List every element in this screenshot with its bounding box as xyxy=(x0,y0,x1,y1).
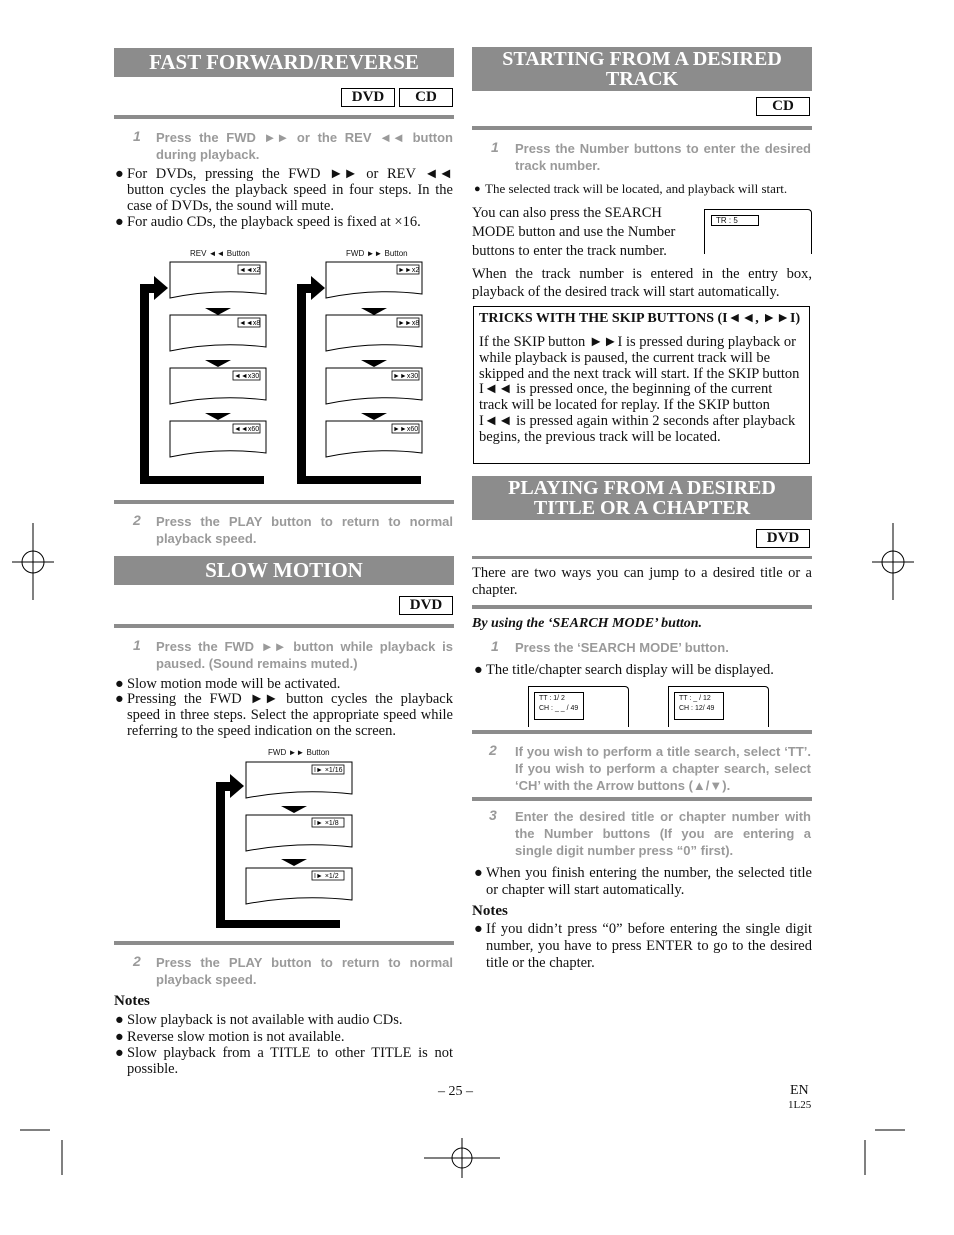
paragraph: You can also press the SEARCH MODE button and use the Number buttons to enter the track number. xyxy=(472,205,676,259)
subheading: By using the ‘SEARCH MODE’ button. xyxy=(472,616,703,631)
section-divider xyxy=(472,556,812,559)
step-number: 1 xyxy=(491,638,499,654)
section-divider xyxy=(114,500,454,504)
tricks-text: If the SKIP button ►►I is pressed during playback or while playback is paused, the current track will be skipped and the next track will start. If the SKIP button I◄◄ is pressed once, the beginning of the current track will be located for replay. If the SKIP button I◄◄ is pressed again within 2 seconds after playback begins, the previous track will be located. xyxy=(479,334,800,445)
step-instruction: Press the FWD ►► or the REV ◄◄ button during playback. xyxy=(156,130,453,162)
rev-speed-label: ◄◄x8 xyxy=(239,320,261,327)
slow-speed-label: I► ×1/16 xyxy=(314,767,343,774)
section-divider xyxy=(472,126,812,130)
note-item: ● Slow playback from a TITLE to other TITLE is not possible. xyxy=(115,1045,453,1077)
slow-speed-label: I► ×1/8 xyxy=(314,820,339,827)
note-item: ● If you didn’t press “0” before entering the single digit number, you have to press ENTER to go to the desired title or the chapter. xyxy=(474,921,812,971)
fwd-speed-label: ►►x8 xyxy=(398,320,420,327)
step-instruction: Press the Number buttons to enter the desired track number. xyxy=(515,141,811,173)
step-instruction: If you wish to perform a title search, select ‘TT’. If you wish to perform a chapter search, select ‘CH’ with the Arrow buttons (▲/▼). xyxy=(515,744,811,793)
fwd-speed-label: ►►x30 xyxy=(393,373,419,380)
rev-speed-label: ◄◄x60 xyxy=(234,426,260,433)
dvd-badge: DVD xyxy=(341,88,395,107)
desired-title-chapter-heading: PLAYING FROM A DESIRED TITLE OR A CHAPTER xyxy=(472,476,812,520)
notes-heading: Notes xyxy=(114,993,150,1009)
rev-speed-label: ◄◄x30 xyxy=(234,373,260,380)
step-number: 1 xyxy=(133,637,141,653)
step-instruction: Enter the desired title or chapter number with the Number buttons (If you are entering a single digit number press “0” first). xyxy=(515,809,811,858)
step-instruction: Press the PLAY button to return to normal playback speed. xyxy=(156,955,453,987)
bullet-item: ● For DVDs, pressing the FWD ►► or REV ◄◄ button cycles the playback speed in four steps. In the case of DVDs, the sound will mute. xyxy=(115,166,453,214)
tricks-box xyxy=(473,306,810,464)
section-divider xyxy=(114,115,454,119)
section-divider xyxy=(472,797,812,801)
fwd-speed-label: ►►x2 xyxy=(398,267,420,274)
step-instruction: Press the ‘SEARCH MODE’ button. xyxy=(515,640,729,655)
step-number: 1 xyxy=(491,139,499,155)
language-code: EN xyxy=(790,1083,809,1098)
step-instruction: Press the PLAY button to return to normal playback speed. xyxy=(156,514,453,546)
ff-speed-diagram xyxy=(138,258,438,490)
title-search-screen xyxy=(528,686,629,727)
note-item: ● Reverse slow motion is not available. xyxy=(115,1029,345,1045)
bullet-item: ● The selected track will be located, and playback will start. xyxy=(474,181,788,196)
chapter-field: CH : _ _ / 49 xyxy=(539,705,579,712)
tricks-heading: TRICKS WITH THE SKIP BUTTONS (I◄◄, ►►I) xyxy=(479,311,801,326)
step-number: 1 xyxy=(133,128,141,144)
cd-badge: CD xyxy=(756,97,810,116)
step-number: 2 xyxy=(133,953,141,969)
section-divider xyxy=(114,941,454,945)
step-instruction: Press the FWD ►► button while playback is paused. (Sound remains muted.) xyxy=(156,639,453,671)
bullet-item: ● Slow motion mode will be activated. xyxy=(115,676,341,692)
track-entry-box: TR : 5 xyxy=(711,215,759,226)
notes-heading: Notes xyxy=(472,903,508,919)
step-number: 2 xyxy=(133,512,141,528)
section-divider xyxy=(472,730,812,734)
slow-motion-heading: SLOW MOTION xyxy=(114,556,454,585)
fast-forward-reverse-heading: FAST FORWARD/REVERSE xyxy=(114,48,454,77)
title-field: TT : 1/ 2 xyxy=(539,695,565,702)
bullet-item: ● For audio CDs, the playback speed is fixed at ×16. xyxy=(115,214,421,230)
section-divider xyxy=(472,605,812,609)
chapter-search-screen xyxy=(668,686,769,727)
paragraph: There are two ways you can jump to a desired title or a chapter. xyxy=(472,565,812,598)
page-number: – 25 – xyxy=(438,1084,473,1099)
section-divider xyxy=(114,624,454,628)
fwd-button-label: FWD ►► Button xyxy=(346,249,408,258)
fwd-button-label: FWD ►► Button xyxy=(268,748,330,757)
rev-button-label: REV ◄◄ Button xyxy=(190,249,250,258)
dvd-badge: DVD xyxy=(756,529,810,548)
slow-speed-diagram xyxy=(214,760,364,932)
note-item: ● Slow playback is not available with audio CDs. xyxy=(115,1012,403,1028)
step-number: 2 xyxy=(489,742,497,758)
model-code: 1L25 xyxy=(788,1099,812,1111)
bullet-item: ● The title/chapter search display will be displayed. xyxy=(474,662,774,678)
bullet-item: ● When you finish entering the number, the selected title or chapter will start automatically. xyxy=(474,865,812,898)
bullet-item: ● Pressing the FWD ►► button cycles the playback speed in three steps. Select the appropriate speed while referring to the speed indication on the screen. xyxy=(115,691,453,739)
track-search-screen xyxy=(704,209,812,254)
slow-speed-label: I► ×1/2 xyxy=(314,873,339,880)
starting-track-heading: STARTING FROM A DESIRED TRACK xyxy=(472,47,812,91)
paragraph: When the track number is entered in the entry box, playback of the desired track will start automatically. xyxy=(472,266,812,300)
dvd-badge: DVD xyxy=(399,596,453,615)
chapter-field: CH : 12/ 49 xyxy=(679,705,715,712)
fwd-speed-label: ►►x60 xyxy=(393,426,419,433)
title-field: TT : _ / 12 xyxy=(679,695,711,702)
rev-speed-label: ◄◄x2 xyxy=(239,267,261,274)
step-number: 3 xyxy=(489,807,497,823)
cd-badge: CD xyxy=(399,88,453,107)
